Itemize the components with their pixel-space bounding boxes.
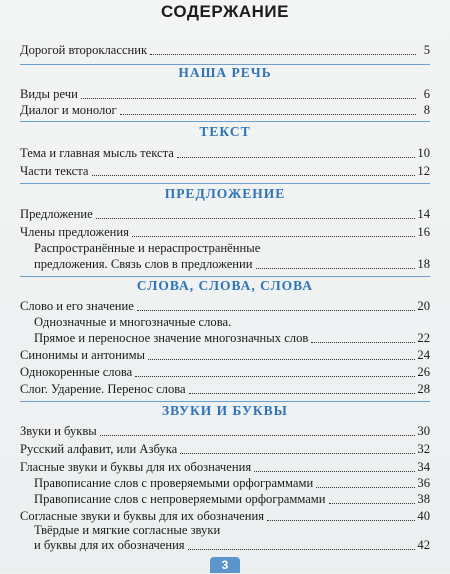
divider: [20, 64, 430, 65]
dot-leader: [267, 520, 415, 521]
toc-entry-page: 8: [423, 103, 430, 117]
dot-leader: [329, 503, 416, 504]
toc-entry[interactable]: [20, 381, 430, 398]
section-heading-nasha-rech: НАША РЕЧЬ: [178, 65, 272, 80]
toc-entry-title: предложения. Связь слов в предложении: [34, 257, 253, 271]
toc-subentry[interactable]: [34, 491, 430, 508]
page-title: СОДЕРЖАНИЕ: [161, 2, 289, 21]
toc-entry-page: 22: [417, 331, 430, 345]
toc-entry-page: 14: [417, 207, 430, 221]
toc-entry[interactable]: [20, 42, 430, 59]
toc-entry-page: 16: [417, 225, 430, 239]
dot-leader: [311, 342, 415, 343]
toc-entry-title: Русский алфавит, или Азбука: [20, 442, 178, 456]
toc-entry-title: Тема и главная мысль текста: [20, 146, 174, 160]
toc-entry-title: Синонимы и антонимы: [20, 348, 145, 362]
dot-leader: [316, 487, 415, 488]
toc-entry-page: 28: [417, 382, 430, 396]
dot-leader: [135, 376, 415, 377]
toc-entry-title: Слово и его значение: [20, 299, 134, 313]
toc-subentry-line[interactable]: Распространённые и нераспространённые: [34, 241, 261, 255]
toc-entry-page: 12: [417, 164, 430, 178]
toc-entry[interactable]: [20, 347, 430, 364]
toc-entry-title: Однокоренные слова: [20, 365, 133, 379]
toc-entry[interactable]: [20, 364, 430, 381]
dot-leader: [150, 54, 416, 55]
toc-entry-title: Дорогой второклассник: [20, 43, 148, 57]
divider: [20, 401, 430, 402]
toc-entry-title: Члены предложения: [20, 225, 129, 239]
dot-leader: [189, 393, 416, 394]
toc-entry[interactable]: [20, 224, 430, 241]
section-heading-zvuki: ЗВУКИ И БУКВЫ: [162, 403, 288, 418]
dot-leader: [120, 114, 416, 115]
toc-entry[interactable]: [20, 423, 430, 440]
dot-leader: [81, 98, 416, 99]
toc-entry[interactable]: [20, 102, 430, 119]
toc-entry-title: Гласные звуки и буквы для их обозначения: [20, 460, 252, 474]
dot-leader: [188, 549, 416, 550]
toc-entry-title: Согласные звуки и буквы для их обозначения: [20, 509, 265, 523]
toc-subentry[interactable]: [34, 256, 430, 273]
dot-leader: [256, 268, 416, 269]
toc-entry-page: 32: [417, 442, 430, 456]
section-heading-slova: СЛОВА, СЛОВА, СЛОВА: [136, 278, 314, 293]
toc-entry-page: 38: [417, 492, 430, 506]
divider: [20, 276, 430, 277]
dot-leader: [254, 471, 415, 472]
toc-entry[interactable]: [20, 298, 430, 315]
toc-entry-title: Правописание слов с проверяемыми орфограммами: [34, 476, 314, 490]
divider: [20, 121, 430, 122]
dot-leader: [137, 310, 416, 311]
dot-leader: [96, 218, 416, 219]
toc-subentry[interactable]: [34, 475, 430, 492]
toc-entry-page: 6: [423, 87, 430, 101]
toc-entry-title: Звуки и буквы: [20, 424, 97, 438]
page-number-badge: 3: [210, 557, 240, 573]
toc-entry-page: 36: [417, 476, 430, 490]
toc-entry-page: 24: [417, 348, 430, 362]
toc-entry[interactable]: [20, 163, 430, 180]
toc-entry[interactable]: [20, 206, 430, 223]
dot-leader: [180, 453, 415, 454]
toc-entry-page: 26: [417, 365, 430, 379]
toc-entry-title: Виды речи: [20, 87, 78, 101]
dot-leader: [92, 175, 416, 176]
toc-subentry-line[interactable]: Твёрдые и мягкие согласные звуки: [34, 523, 221, 537]
divider: [20, 183, 430, 184]
dot-leader: [177, 157, 416, 158]
toc-entry-page: 42: [417, 538, 430, 552]
toc-entry-title: Правописание слов с непроверяемыми орфограммами: [34, 492, 326, 506]
toc-entry-page: 40: [417, 509, 430, 523]
toc-entry-page: 20: [417, 299, 430, 313]
dot-leader: [100, 435, 416, 436]
toc-subentry-line[interactable]: Однозначные и многозначные слова.: [34, 315, 232, 329]
toc-entry-title: Предложение: [20, 207, 93, 221]
section-heading-predlozhenie: ПРЕДЛОЖЕНИЕ: [164, 186, 286, 201]
toc-subentry[interactable]: [34, 537, 430, 554]
toc-entry-page: 5: [423, 43, 430, 57]
toc-entry-page: 30: [417, 424, 430, 438]
toc-entry-title: Диалог и монолог: [20, 103, 117, 117]
toc-entry-page: 18: [417, 257, 430, 271]
toc-entry-page: 34: [417, 460, 430, 474]
toc-entry-page: 10: [417, 146, 430, 160]
toc-entry[interactable]: [20, 459, 430, 476]
dot-leader: [148, 359, 415, 360]
toc-entry-title: и буквы для их обозначения: [34, 538, 185, 552]
toc-entry[interactable]: [20, 86, 430, 103]
section-heading-tekst: ТЕКСТ: [199, 124, 251, 139]
toc-entry[interactable]: [20, 145, 430, 162]
dot-leader: [132, 236, 415, 237]
toc-subentry[interactable]: [34, 330, 430, 347]
toc-entry-title: Слог. Ударение. Перенос слова: [20, 382, 186, 396]
toc-entry[interactable]: [20, 441, 430, 458]
toc-entry-title: Прямое и переносное значение многозначных слов: [34, 331, 309, 345]
toc-entry-title: Части текста: [20, 164, 89, 178]
